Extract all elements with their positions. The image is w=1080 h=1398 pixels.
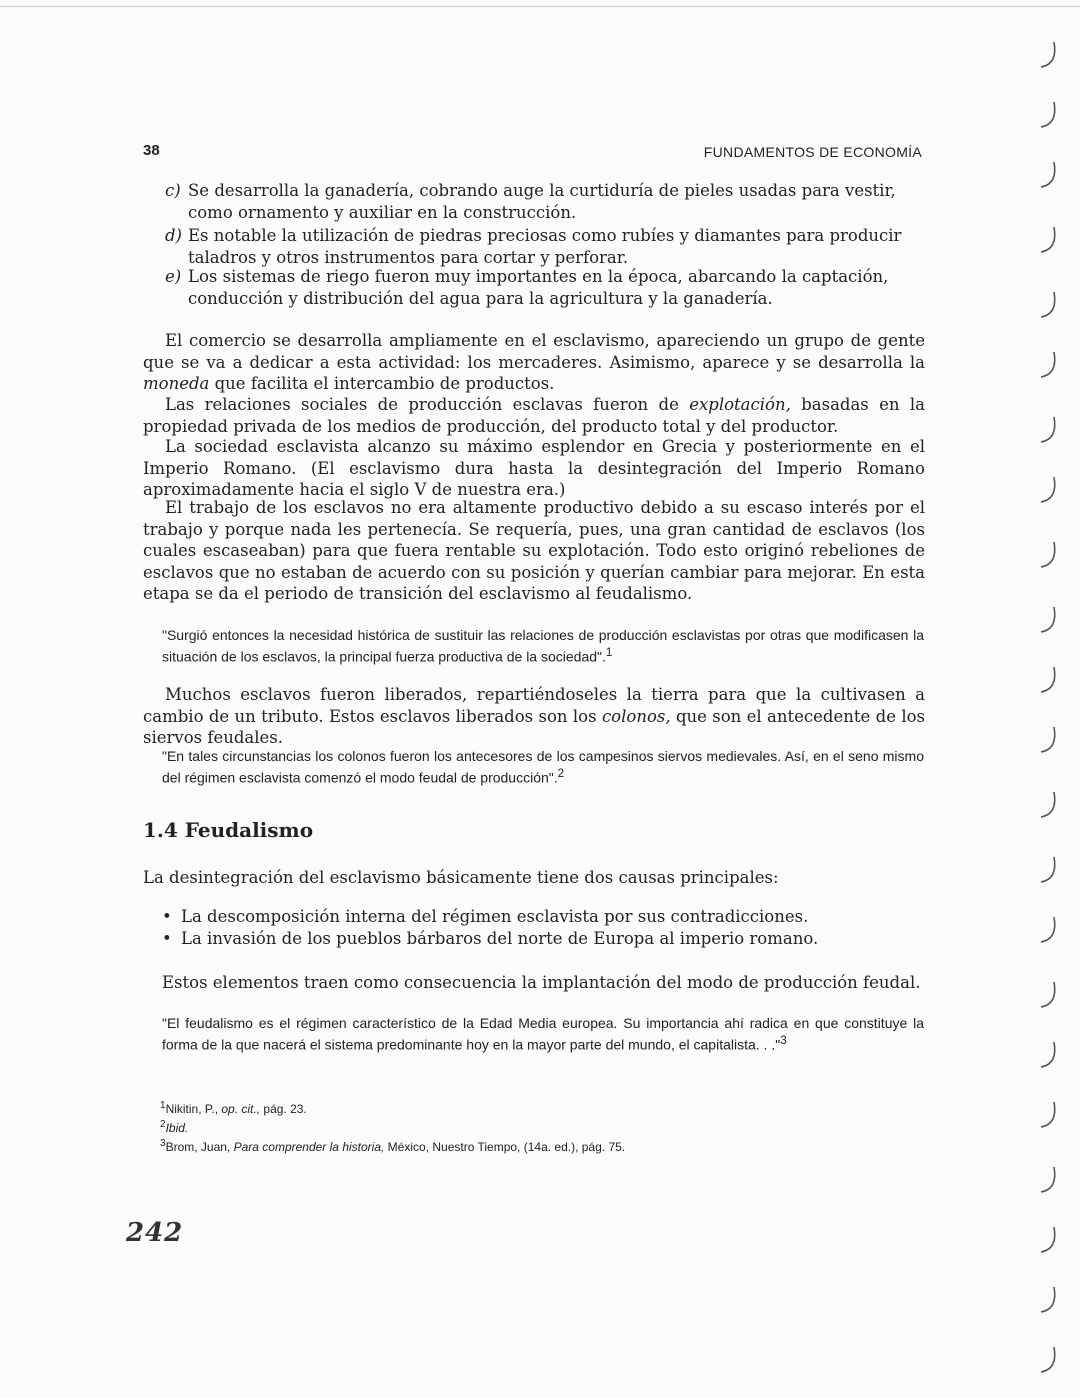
footnote-ref: 3: [780, 1034, 787, 1047]
bullet-item: • La invasión de los pueblos bárbaros del norte de Europa al imperio romano.: [162, 928, 818, 950]
text-run: Muchos esclavos fueron liberados, repartiéndoseles la tierra para que la cultivasen a cambio de un tributo. Estos esclavos liberados son los: [143, 685, 925, 726]
emphasis: explotación,: [689, 395, 791, 414]
footnote-ref: 1: [605, 646, 613, 659]
emphasis: moneda: [143, 374, 210, 393]
section-heading: [143, 818, 313, 842]
binder-ring-icon: [1038, 100, 1058, 130]
quote-3: [162, 1015, 924, 1054]
text-run: Nikitin, P.,: [165, 1102, 222, 1116]
list-item-c: [165, 180, 925, 223]
binder-ring-icon: [1038, 605, 1058, 635]
binder-ring-icon: [1038, 290, 1058, 320]
binder-ring-icon: [1038, 475, 1058, 505]
quote-text: "Surgió entonces la necesidad histórica de sustituir las relaciones de producción esclavistas por otras que modificasen la situación de los esclavos, la principal fuerza productiva de la sociedad".: [162, 627, 924, 665]
section-number: 1.4: [143, 818, 178, 842]
list-label: d): [165, 226, 182, 245]
binder-ring-icon: [1038, 1165, 1058, 1195]
emphasis: op. cit.,: [221, 1102, 261, 1116]
paragraph-society: La sociedad esclavista alcanzo su máximo esplendor en Grecia y posteriormente en el Imperio Romano. (El esclavismo dura hasta la desintegración del Imperio Romano aproximadamente hacia el siglo V de nuestra era.): [143, 437, 925, 499]
binder-ring-icon: [1038, 1285, 1058, 1315]
emphasis: Ibid.: [165, 1121, 189, 1135]
list-text: Los sistemas de riego fueron muy importantes en la época, abarcando la captación, conducción y distribución del agua para la agricultura y la ganadería.: [188, 267, 889, 308]
text-run: El comercio se desarrolla ampliamente en el esclavismo, apareciendo un grupo de gente que se va a dedicar a esta actividad: los mercaderes. Asimismo, aparece y se desarrolla la: [143, 331, 925, 372]
list-text: Se desarrolla la ganadería, cobrando auge la curtiduría de pieles usadas para vestir, como ornamento y auxiliar en la construcción.: [188, 181, 896, 222]
footnote-3: [160, 1136, 625, 1155]
emphasis: Para comprender la historia,: [233, 1140, 385, 1154]
binder-ring-icon: [1038, 790, 1058, 820]
footnote-ref: 2: [557, 767, 565, 780]
binder-ring-icon: [1038, 540, 1058, 570]
footnote-mark: 3: [160, 1138, 166, 1149]
binder-ring-icon: [1038, 915, 1058, 945]
emphasis: colonos,: [601, 706, 671, 726]
binder-ring-icon: [1038, 225, 1058, 255]
section-title: Feudalismo: [184, 818, 314, 842]
binder-ring-icon: [1038, 1100, 1058, 1130]
top-border-line: [0, 6, 1080, 7]
list-item-e: [165, 266, 925, 309]
footnote-mark: 2: [160, 1119, 166, 1130]
text-run: Brom, Juan,: [165, 1140, 234, 1154]
text-run: pág. 23.: [260, 1102, 307, 1116]
list-text: Es notable la utilización de piedras preciosas como rubíes y diamantes para producir taladros y otros instrumentos para cortar y perforar.: [188, 226, 902, 267]
binder-ring-icon: [1038, 980, 1058, 1010]
running-title: FUNDAMENTOS DE ECONOMÍA: [703, 144, 922, 160]
binder-ring-icon: [1038, 665, 1058, 695]
binder-ring-icon: [1038, 855, 1058, 885]
handwritten-page-number: 242: [126, 1218, 184, 1248]
binder-ring-icon: [1038, 1040, 1058, 1070]
footnote-1: [160, 1098, 625, 1117]
text-run: que son el antecedente de los siervos feudales.: [143, 706, 925, 747]
page-number: 38: [143, 142, 160, 159]
binder-ring-icon: [1038, 415, 1058, 445]
quote-text: "El feudalismo es el régimen característico de la Edad Media europea. Su importancia ahí radica en que constituye la forma de la que nacerá el sistema predominante hoy en la mayor parte del mundo, el capitalista. . .": [162, 1015, 924, 1053]
quote-1: [162, 627, 924, 666]
paragraph-elements: Estos elementos traen como consecuencia la implantación del modo de producción feudal.: [162, 973, 921, 992]
binder-ring-icon: [1038, 1345, 1058, 1375]
list-label: c): [165, 181, 181, 200]
text-run: que facilita el intercambio de productos.: [209, 374, 555, 393]
footnote-mark: 1: [160, 1100, 166, 1111]
paragraph-relations: [143, 394, 925, 437]
quote-text: "En tales circunstancias los colonos fueron los antecesores de los campesinos siervos medievales. Así, en el seno mismo del régimen esclavista comenzó el modo feudal de producción".: [162, 748, 924, 786]
quote-2: [162, 748, 924, 787]
binder-ring-icon: [1038, 160, 1058, 190]
paragraph-work: El trabajo de los esclavos no era altamente productivo debido a su escaso interés por el trabajo y porque nada les pertenecía. Se requería, pues, una gran cantidad de esclavos (los cuales escaseaban) para que fuera rentable su explotación. Todo esto originó rebeliones de esclavos que no estaban de acuerdo con su posición y querían cambiar para mejorar. En esta etapa se da el periodo de transición del esclavismo al feudalismo.: [143, 498, 925, 603]
text-run: Las relaciones sociales de producción esclavas fueron de: [165, 395, 690, 414]
paragraph-commerce: [143, 330, 925, 395]
footnotes: [160, 1098, 625, 1155]
bullet-list: [162, 906, 818, 950]
list-item-d: [165, 225, 925, 268]
paragraph-desintegracion: La desintegración del esclavismo básicamente tiene dos causas principales:: [143, 868, 779, 887]
binder-ring-icon: [1038, 350, 1058, 380]
footnote-2: [160, 1117, 625, 1136]
binder-ring-icon: [1038, 725, 1058, 755]
list-label: e): [165, 267, 182, 286]
text-run: basadas en la propiedad privada de los medios de producción, del producto total y del productor.: [143, 395, 926, 436]
text-run: México, Nuestro Tiempo, (14a. ed.), pág. 75.: [384, 1140, 626, 1154]
bullet-item: • La descomposición interna del régimen esclavista por sus contradicciones.: [162, 906, 818, 928]
paragraph-colonos: [143, 684, 925, 749]
binder-ring-icon: [1038, 1225, 1058, 1255]
binder-ring-icon: [1038, 40, 1058, 70]
